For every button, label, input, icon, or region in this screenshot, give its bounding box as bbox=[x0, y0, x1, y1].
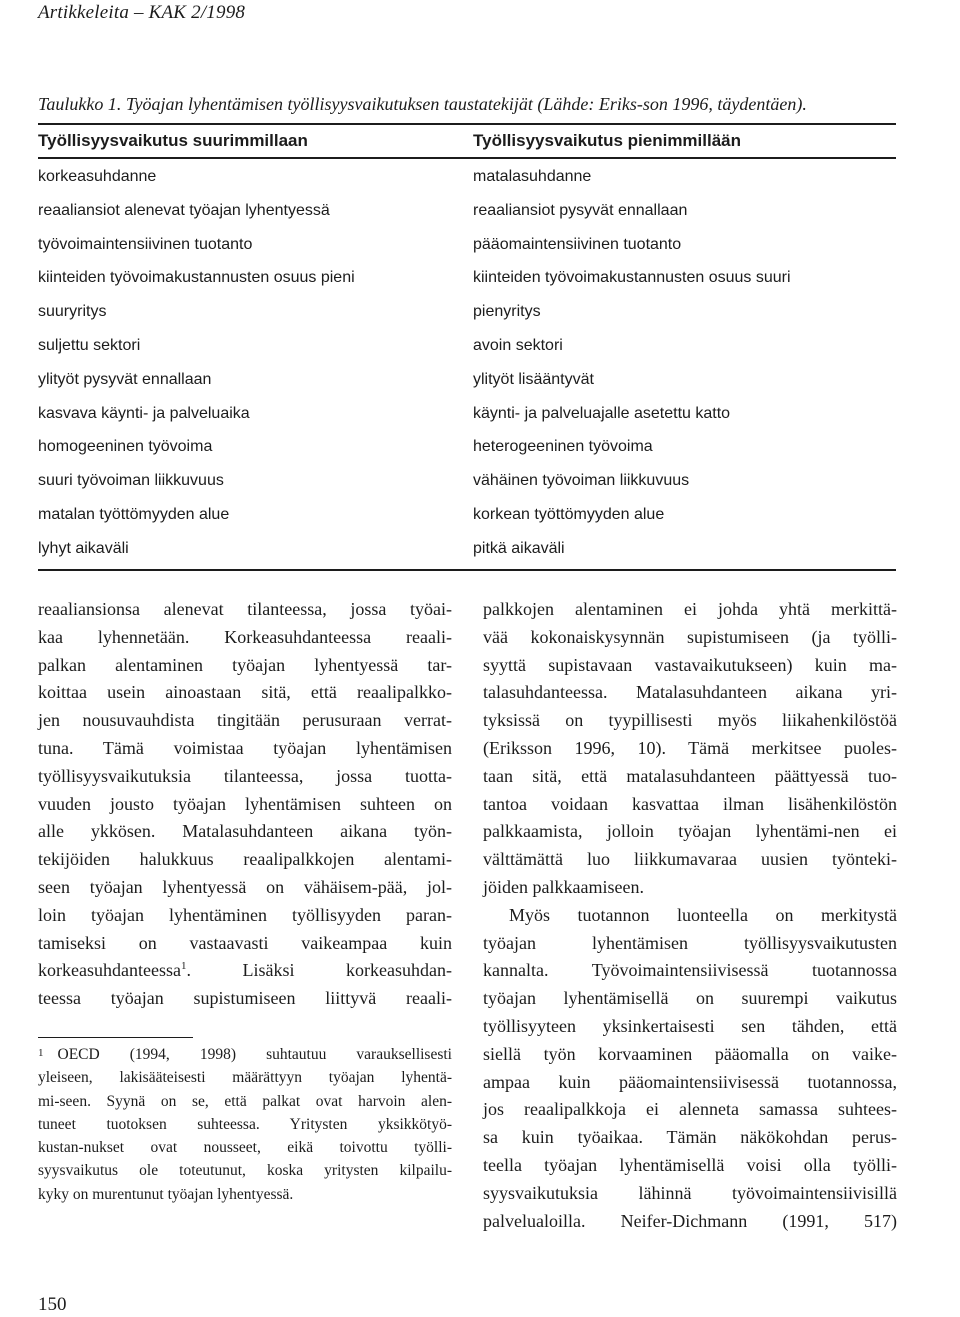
table-cell-right: käynti- ja palveluajalle asetettu katto bbox=[473, 404, 731, 422]
body-column-right bbox=[483, 596, 897, 1235]
table-cell-right: pääomaintensiivinen tuotanto bbox=[473, 235, 682, 253]
table-row bbox=[0, 301, 960, 335]
table-row bbox=[0, 234, 960, 268]
text-line: teella työajan lyhentämisellä voisi olla työlli- bbox=[483, 1154, 897, 1175]
table-bottom-rule bbox=[38, 569, 896, 571]
table-cell-right: vähäinen työvoiman liikkuvuus bbox=[473, 472, 690, 490]
text-line: tuneet tuotoksen suhteessa. Yritysten yksikkötyö- bbox=[38, 1115, 452, 1133]
table-row bbox=[0, 504, 960, 538]
paragraph bbox=[483, 596, 897, 902]
text-line: välttämättä luo liikkumavaraa uusien työnteki- bbox=[483, 849, 897, 870]
text-line: taan sitä, että matalasuhdanteen päättyessä tuo- bbox=[483, 765, 897, 786]
text-line: kannalta. Työvoimaintensiivisessä tuotannossa bbox=[483, 960, 897, 981]
table-cell-right: matalasuhdanne bbox=[473, 168, 592, 185]
column-header-right: Työllisyysvaikutus pienimmillään bbox=[473, 131, 742, 150]
text-line: syysvaikutuksia lähinnä työvoimaintensiivisillä bbox=[483, 1182, 897, 1203]
table-row bbox=[0, 369, 960, 403]
table-cell-left: suuryritys bbox=[38, 303, 107, 321]
column-header-left: Työllisyysvaikutus suurimmillaan bbox=[38, 131, 308, 150]
text-line bbox=[38, 957, 452, 985]
footnote bbox=[38, 1043, 452, 1206]
table-cell-left: suljettu sektori bbox=[38, 336, 141, 354]
text-line: vää kokonaiskysynnän supistumiseen (ja työlli- bbox=[483, 626, 897, 647]
table-row bbox=[0, 200, 960, 234]
table-cell-left: korkeasuhdanne bbox=[38, 168, 157, 185]
table-cell-left: homogeeninen työvoima bbox=[38, 438, 213, 456]
page-number: 150 bbox=[38, 1294, 67, 1315]
text-fragment: korkeasuhdanteessa bbox=[38, 960, 181, 981]
text-line: vuuden jousto työajan lyhentämisen suhteen on bbox=[38, 793, 452, 814]
text-line: syysvaikutus ole toteutunut, koska yritysten kilpailu- bbox=[38, 1162, 452, 1180]
text-line: työllisyyteen yksinkertaisesti sen tähden, että bbox=[483, 1015, 897, 1036]
text-line: loin työajan lyhentäminen työllisyyden paran- bbox=[38, 904, 452, 925]
table-caption: Taulukko 1. Työajan lyhentämisen työllisyysvaikutuksen taustatekijät (Lähde: Eriks-son 1996, täydentäen). bbox=[38, 94, 807, 114]
body-column-left bbox=[38, 596, 452, 1013]
text-line: kaa lyhennetään. Korkeasuhdanteessa reaali- bbox=[38, 626, 452, 647]
text-line: palkkaamista, jolloin työajan lyhentämi-nen ei bbox=[483, 821, 897, 842]
text-line: työllisyysvaikutuksia tilanteessa, jossa tuotta- bbox=[38, 765, 452, 786]
text-line: tamiseksi on vastaavasti vaikeampaa kuin bbox=[38, 932, 452, 953]
footnote-reference: 1 bbox=[180, 960, 187, 973]
text-line: (Eriksson 1996, 10). Tämä merkitsee puoles- bbox=[483, 737, 897, 758]
paragraph bbox=[38, 596, 452, 1013]
text-line: alle ykkösen. Matalasuhdanteen aikana työn- bbox=[38, 821, 452, 842]
table-cell-left: työvoimaintensiivinen tuotanto bbox=[38, 235, 253, 253]
footnote-mark: 1 bbox=[38, 1047, 44, 1059]
text-line: työajan lyhentämisen työllisyysvaikutusten bbox=[483, 932, 897, 953]
text-line: reaaliansionsa alenevat tilanteessa, jossa työai- bbox=[38, 599, 452, 619]
text-line: koittaa usein ainoastaan sitä, että reaalipalkko- bbox=[38, 682, 452, 703]
text-line: ampaa kuin pääomaintensiivisessä tuotannossa, bbox=[483, 1071, 897, 1092]
text-fragment: . Lisäksi korkeasuhdan- bbox=[186, 960, 452, 981]
table-cell-right: avoin sektori bbox=[473, 336, 563, 354]
table-cell-right: korkean työttömyyden alue bbox=[473, 505, 665, 523]
table-cell-left: matalan työttömyyden alue bbox=[38, 505, 230, 523]
table-row bbox=[0, 538, 960, 572]
table-cell-left: reaaliansiot alenevat työajan lyhentyessä bbox=[38, 201, 330, 219]
table-row bbox=[0, 335, 960, 369]
text-line: työajan lyhentämisellä on suurempi vaikutus bbox=[483, 988, 897, 1009]
table-row bbox=[0, 403, 960, 437]
text-line bbox=[38, 1043, 452, 1066]
text-line: palvelualoilla. Neifer-Dichmann (1991, 517) bbox=[483, 1210, 897, 1231]
table-row bbox=[0, 267, 960, 301]
text-line: kyky on murentunut työajan lyhentyessä. bbox=[38, 1185, 294, 1203]
table-row bbox=[0, 436, 960, 470]
text-line: teessa työajan supistumiseen liittyvä reaali- bbox=[38, 988, 452, 1009]
text-line: syyttä supistavaan vastavaikutukseen) kuin ma- bbox=[483, 654, 897, 675]
table-cell-right: kiinteiden työvoimakustannusten osuus suuri bbox=[473, 269, 791, 287]
table-cell-right: pitkä aikaväli bbox=[473, 539, 565, 557]
text-line: seen työajan lyhentyessä on vähäisem-pää, jol- bbox=[38, 876, 452, 897]
text-line: kustan-nukset ovat nousseet, eikä toivottu työlli- bbox=[38, 1139, 452, 1157]
table-cell-left: kasvava käynti- ja palveluaika bbox=[38, 404, 250, 422]
footnote-rule bbox=[38, 1037, 193, 1038]
text-line: tyksissä on tyypillisesti myös liikahenkilöstöä bbox=[483, 710, 897, 731]
text-line: sa kuin työaikaa. Tämän näkökohdan perus- bbox=[483, 1127, 897, 1148]
text-line: palkan alentaminen työajan lyhentyessä tar- bbox=[38, 654, 452, 675]
text-line: palkkojen alentaminen ei johda yhtä merkittä- bbox=[483, 599, 897, 619]
table-row bbox=[0, 470, 960, 504]
table-cell-right: reaaliansiot pysyvät ennallaan bbox=[473, 201, 688, 219]
text-line: jos reaalipalkkoja ei alenneta samassa suhtees- bbox=[483, 1099, 897, 1120]
text-line: jen nousuvauhdista tingitään perusuraan verrat- bbox=[38, 710, 452, 731]
table-cell-left: ylityöt pysyvät ennallaan bbox=[38, 370, 212, 388]
table-cell-right: ylityöt lisääntyvät bbox=[473, 370, 594, 388]
text-fragment: OECD (1994, 1998) suhtautuu varauksellisesti bbox=[57, 1046, 452, 1063]
table-cell-left: lyhyt aikaväli bbox=[38, 539, 129, 557]
table-top-rule bbox=[38, 123, 896, 125]
footnote-text bbox=[38, 1043, 452, 1206]
table-cell-right: heterogeeninen työvoima bbox=[473, 438, 653, 456]
text-line: tantoa voidaan kasvattaa ilman lisähenkilöstön bbox=[483, 793, 897, 814]
text-line: yleiseen, lakisääteisesti määrättyyn työajan lyhentä- bbox=[38, 1069, 452, 1087]
text-line: tuna. Tämä voimistaa työajan lyhentämisen bbox=[38, 737, 452, 758]
text-line: Myös tuotannon luonteella on merkitystä bbox=[509, 904, 897, 925]
table-cell-right: pienyritys bbox=[473, 303, 541, 321]
table-cell-left: kiinteiden työvoimakustannusten osuus pieni bbox=[38, 269, 355, 287]
paragraph bbox=[483, 902, 897, 1236]
text-line: talasuhdanteessa. Matalasuhdanteen aikana yri- bbox=[483, 682, 897, 703]
running-head: Artikkeleita – KAK 2/1998 bbox=[38, 2, 246, 23]
text-line: tekijöiden halukkuus reaalipalkkojen alentami- bbox=[38, 849, 452, 870]
table-header-rule bbox=[38, 157, 896, 159]
text-line: siellä työn korvaaminen pääomalla on vaike- bbox=[483, 1043, 897, 1064]
text-line: jöiden palkkaamiseen. bbox=[483, 876, 644, 897]
table-cell-left: suuri työvoiman liikkuvuus bbox=[38, 472, 224, 490]
table-body bbox=[0, 166, 960, 572]
table-row bbox=[0, 166, 960, 200]
text-line: mi-seen. Syynä on se, että palkat ovat harvoin alen- bbox=[38, 1092, 452, 1110]
